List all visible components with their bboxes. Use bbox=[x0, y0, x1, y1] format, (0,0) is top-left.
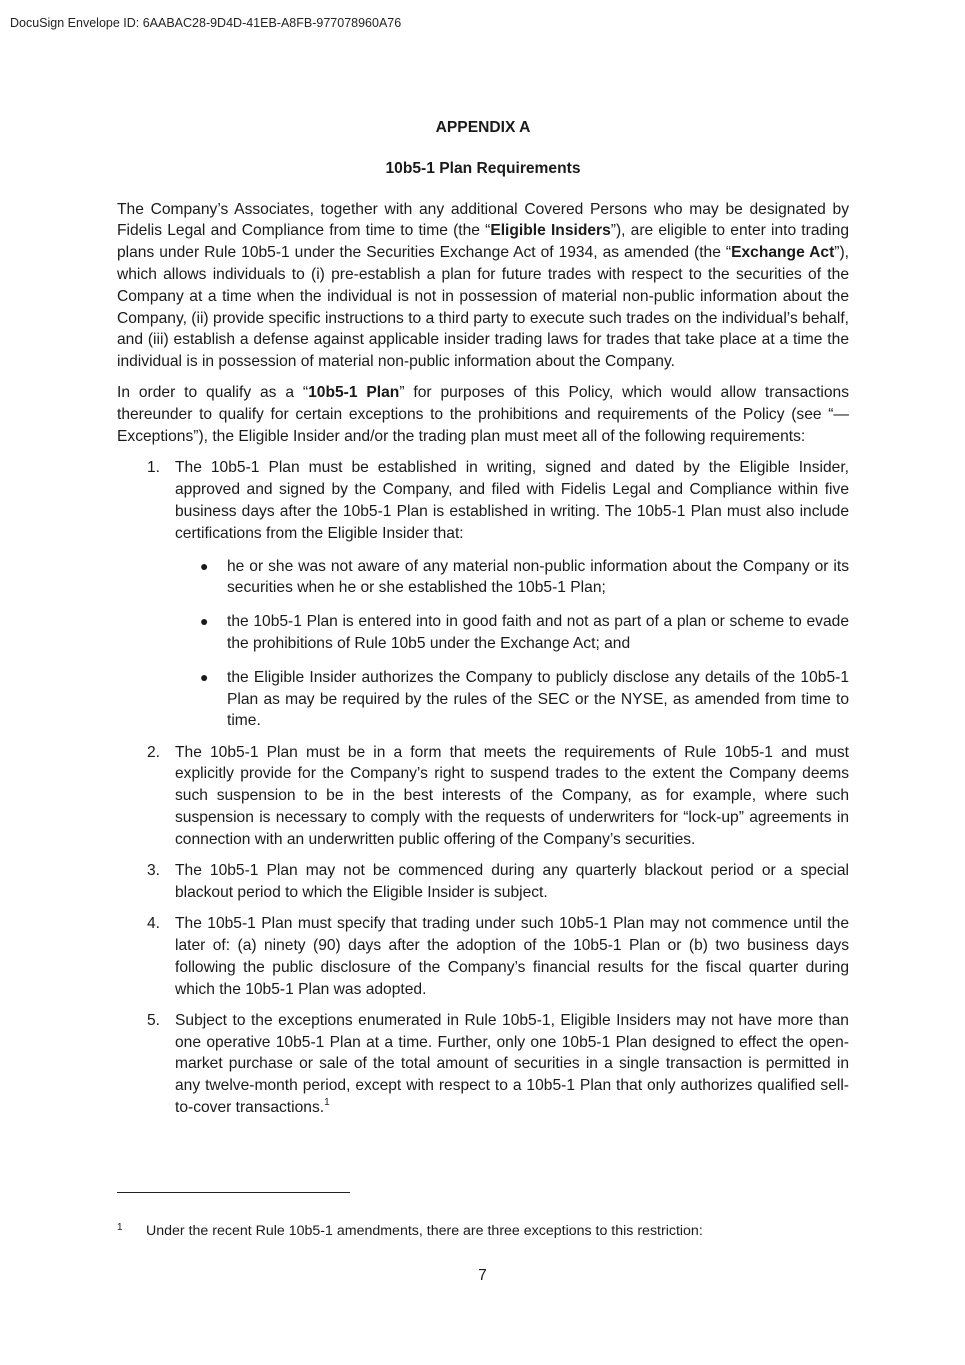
list-item-text: The 10b5-1 Plan must be established in writing, signed and dated by the Eligible Insider, approved and signed by the Company, and filed with Fidelis Legal and Compliance within five business days after the 10b5-1 Plan is established in writing. The 10b5-1 Plan must also include certifications from the Eligible Insider that: bbox=[175, 459, 849, 542]
qualify-text-a: In order to qualify as a “ bbox=[117, 384, 309, 402]
footnote-mark: 1 bbox=[117, 1222, 123, 1233]
list-item bbox=[117, 1010, 849, 1119]
list-item-text: Subject to the exceptions enumerated in Rule 10b5-1, Eligible Insiders may not have more than one operative 10b5-1 Plan at a time. Further, only one 10b5-1 Plan designed to effect the open-market purchase or sale of the total amount of securities in a single transaction is permitted in any twelve-month period, except with respect to a 10b5-1 Plan that only authorizes qualified sell-to-cover transactions. bbox=[175, 1011, 849, 1117]
document-body bbox=[117, 117, 849, 1128]
bullet-text: he or she was not aware of any material non-public information about the Company or its securities when he or she established the 10b5-1 Plan; bbox=[227, 557, 849, 597]
intro-paragraph bbox=[117, 199, 849, 373]
footnote-reference[interactable]: 1 bbox=[324, 1096, 330, 1108]
page-number: 7 bbox=[478, 1267, 487, 1284]
list-item bbox=[117, 457, 849, 732]
bullet-icon: ● bbox=[200, 557, 209, 574]
requirements-list bbox=[117, 457, 849, 1119]
term-eligible-insiders: Eligible Insiders bbox=[490, 222, 611, 240]
bullet-item bbox=[175, 556, 849, 600]
list-item-number: 2. bbox=[147, 743, 161, 761]
intro-text-c: ”), are eligible to enter into trading plans under Rule 10b5-1 under the Securities Exchange Act of 1934, as amended (the “ bbox=[117, 222, 849, 262]
bullet-icon: ● bbox=[200, 613, 209, 630]
bullet-item bbox=[175, 667, 849, 732]
footnote-text: Under the recent Rule 10b5-1 amendments, there are three exceptions to this restriction: bbox=[146, 1223, 703, 1239]
appendix-title: APPENDIX A bbox=[435, 119, 531, 136]
section-subtitle: 10b5-1 Plan Requirements bbox=[385, 159, 581, 177]
list-item bbox=[117, 913, 849, 1000]
certifications-list bbox=[175, 556, 849, 733]
list-item-number: 3. bbox=[147, 862, 161, 880]
bullet-item bbox=[175, 611, 849, 655]
qualify-text-c: ” for purposes of this Policy, which would allow transactions thereunder to qualify for certain exceptions to the prohibitions and requirements of the Policy (see “—Exceptions”), the Eligible Insider and/or the trading plan must meet all of the following requirements: bbox=[117, 384, 850, 446]
docusign-envelope-id: DocuSign Envelope ID: 6AABAC28-9D4D-41EB-A8FB-977078960A76 bbox=[10, 16, 402, 30]
list-item-text: The 10b5-1 Plan may not be commenced during any quarterly blackout period or a special blackout period to which the Eligible Insider is subject. bbox=[175, 862, 849, 901]
list-item-text: The 10b5-1 Plan must be in a form that meets the requirements of Rule 10b5-1 and must explicitly provide for the Company’s right to suspend trades to the extent the Company deems such suspension to be in the best interests of the Company, as for example, where such suspension is necessary to comply with the requests of underwriters for “lock-up” agreements in connection with an underwritten public offering of the Company’s securities. bbox=[175, 743, 849, 848]
list-item bbox=[117, 860, 849, 904]
bullet-text: the Eligible Insider authorizes the Company to publicly disclose any details of the 10b5-1 Plan as may be required by the rules of the SEC or the NYSE, as amended from time to time. bbox=[227, 668, 849, 730]
term-exchange-act: Exchange Act bbox=[731, 244, 835, 262]
list-item-number: 5. bbox=[147, 1011, 161, 1029]
term-10b5-1-plan: 10b5-1 Plan bbox=[308, 384, 400, 402]
list-item-number: 1. bbox=[147, 459, 161, 477]
bullet-icon: ● bbox=[200, 668, 209, 685]
footnote bbox=[117, 1221, 849, 1241]
footnote-separator bbox=[117, 1192, 350, 1193]
list-item-text: The 10b5-1 Plan must specify that trading under such 10b5-1 Plan may not commence until the later of: (a) ninety (90) days after the adoption of the 10b5-1 Plan or (b) two business days following the public disclosure of the Company’s financial results for the fiscal quarter during which the 10b5-1 Plan was adopted. bbox=[175, 915, 849, 998]
list-item-number: 4. bbox=[147, 915, 161, 933]
bullet-text: the 10b5-1 Plan is entered into in good faith and not as part of a plan or scheme to evade the prohibitions of Rule 10b5 under the Exchange Act; and bbox=[227, 613, 849, 652]
qualify-paragraph bbox=[117, 382, 849, 447]
list-item bbox=[117, 742, 849, 851]
intro-text-e: ”), which allows individuals to (i) pre-establish a plan for future trades with respect to the securities of the Company at a time when the individual is not in possession of material non-public information about the Company, (ii) provide specific instructions to a third party to execute such trades on the individual’s behalf, and (iii) establish a defense against applicable insider trading laws for trades that take place at a time the individual is in possession of material non-public information about the Company. bbox=[117, 244, 849, 371]
intro-text-a: The Company’s Associates, together with any additional Covered Persons who may be designated by Fidelis Legal and Compliance from time to time (the “ bbox=[117, 200, 849, 240]
